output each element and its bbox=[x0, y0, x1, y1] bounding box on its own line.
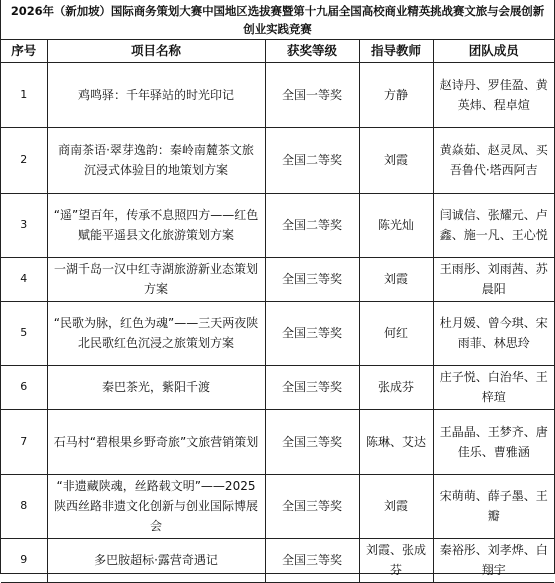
cell-award-level: 全国三等奖 bbox=[265, 301, 359, 365]
table-row bbox=[1, 257, 554, 301]
cell-teacher: 刘霞、张成芬 bbox=[359, 538, 433, 582]
cell-teacher: 刘霞 bbox=[359, 127, 433, 193]
header-no: 序号 bbox=[1, 40, 47, 62]
cell-award-level: 全国三等奖 bbox=[265, 538, 359, 582]
table-row bbox=[1, 301, 554, 365]
awards-table bbox=[1, 40, 554, 583]
header-teacher: 指导教师 bbox=[359, 40, 433, 62]
cell-no: 9 bbox=[1, 538, 47, 582]
cell-team-members: 王晶晶、王梦齐、唐佳乐、曹雅涵 bbox=[433, 409, 554, 474]
cell-team-members: 庄子悦、白治华、王梓瑄 bbox=[433, 365, 554, 409]
cell-no: 3 bbox=[1, 193, 47, 257]
cell-project-name: “非遗藏陕魂，丝路载文明”——2025陕西丝路非遗文化创新与创业国际博展会 bbox=[47, 474, 265, 538]
table-row bbox=[1, 409, 554, 474]
cell-project-name: “民歌为脉，红色为魂”——三天两夜陕北民歌红色沉浸之旅策划方案 bbox=[47, 301, 265, 365]
cell-no: 4 bbox=[1, 257, 47, 301]
cell-award-level: 全国二等奖 bbox=[265, 193, 359, 257]
cell-project-name: 石马村“碧根果乡野奇旅”文旅营销策划 bbox=[47, 409, 265, 474]
cell-no: 2 bbox=[1, 127, 47, 193]
cell-project-name: 鸡鸣驿：千年驿站的时光印记 bbox=[47, 62, 265, 127]
cell-teacher: 方静 bbox=[359, 62, 433, 127]
cell-team-members: 宋萌萌、薛子墨、王瓣 bbox=[433, 474, 554, 538]
table-row bbox=[1, 127, 554, 193]
cell-project-name: 商南茶语·翠芽逸韵：秦岭南麓茶文旅沉浸式体验目的地策划方案 bbox=[47, 127, 265, 193]
cell-no: 8 bbox=[1, 474, 47, 538]
cell-team-members: 王雨彤、刘雨茜、苏晨阳 bbox=[433, 257, 554, 301]
cell-project-name: 秦巴茶光，紫阳千渡 bbox=[47, 365, 265, 409]
cell-award-level: 全国三等奖 bbox=[265, 474, 359, 538]
cell-teacher: 张成芬 bbox=[359, 365, 433, 409]
cell-award-level: 全国二等奖 bbox=[265, 127, 359, 193]
header-project-name: 项目名称 bbox=[47, 40, 265, 62]
table-header-row bbox=[1, 40, 554, 62]
cell-team-members: 黄焱茹、赵灵凤、买吾鲁代·塔西阿吉 bbox=[433, 127, 554, 193]
cell-teacher: 何红 bbox=[359, 301, 433, 365]
cell-no: 5 bbox=[1, 301, 47, 365]
cell-no: 7 bbox=[1, 409, 47, 474]
table-row bbox=[1, 365, 554, 409]
cell-teacher: 陈琳、艾达 bbox=[359, 409, 433, 474]
table-row bbox=[1, 538, 554, 582]
cell-teacher: 陈光灿 bbox=[359, 193, 433, 257]
cell-project-name: “遥”望百年，传承不息照四方——红色赋能平遥县文化旅游策划方案 bbox=[47, 193, 265, 257]
cell-project-name: 一湖千岛一汉中红寺湖旅游新业态策划方案 bbox=[47, 257, 265, 301]
cell-team-members: 闫诚信、张耀元、卢鑫、施一凡、王心悦 bbox=[433, 193, 554, 257]
table-row bbox=[1, 474, 554, 538]
document-title: 2026年（新加坡）国际商务策划大赛中国地区选拔赛暨第十九届全国高校商业精英挑战赛文旅与会展创新创业实践竞赛 bbox=[1, 0, 554, 40]
cell-team-members: 秦裕彤、刘孝烨、白翔宇 bbox=[433, 538, 554, 582]
cell-no: 6 bbox=[1, 365, 47, 409]
cell-award-level: 全国一等奖 bbox=[265, 62, 359, 127]
cell-project-name: 多巴胺超标·露营奇遇记 bbox=[47, 538, 265, 582]
cell-award-level: 全国三等奖 bbox=[265, 409, 359, 474]
cell-no: 1 bbox=[1, 62, 47, 127]
header-team-members: 团队成员 bbox=[433, 40, 554, 62]
cell-award-level: 全国三等奖 bbox=[265, 257, 359, 301]
cell-teacher: 刘霞 bbox=[359, 257, 433, 301]
cell-team-members: 赵诗丹、罗佳盈、黄英炜、程卓煊 bbox=[433, 62, 554, 127]
cell-team-members: 杜月媛、曾今琪、宋雨菲、林思玲 bbox=[433, 301, 554, 365]
table-row bbox=[1, 193, 554, 257]
header-award-level: 获奖等级 bbox=[265, 40, 359, 62]
table-row bbox=[1, 62, 554, 127]
cell-teacher: 刘霞 bbox=[359, 474, 433, 538]
cell-award-level: 全国三等奖 bbox=[265, 365, 359, 409]
